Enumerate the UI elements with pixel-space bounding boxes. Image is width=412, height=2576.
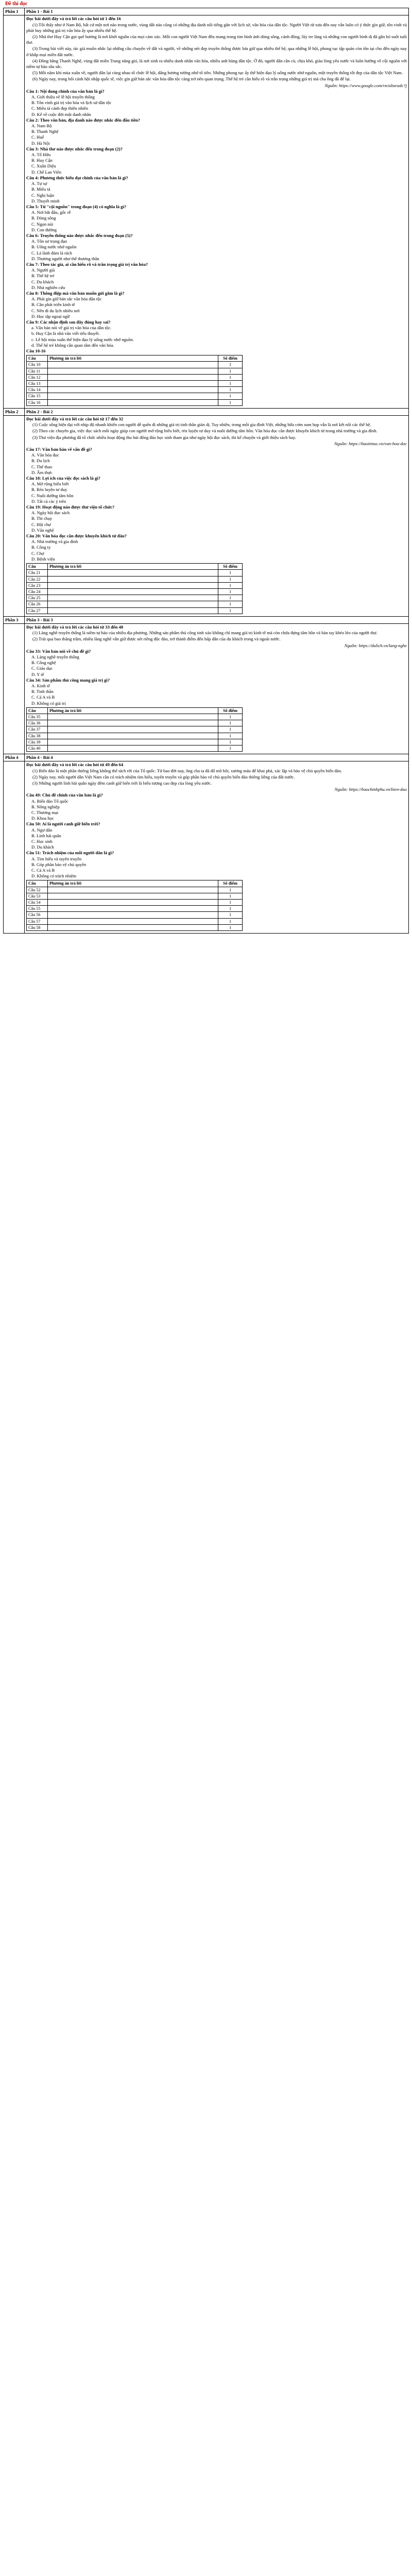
answer-option[interactable]: D. Không có giá trị bbox=[31, 700, 66, 706]
passage-paragraph: (2) Trải qua bao thăng trầm, nhiều làng nghề vẫn giữ được nét riêng độc đáo, trở thành điểm đến hấp dẫn của du khách trong và ngoài nước. bbox=[32, 636, 281, 642]
answer-option[interactable]: C. Học sinh bbox=[31, 839, 53, 844]
answer-cell[interactable] bbox=[48, 595, 218, 601]
answer-option[interactable]: A. Văn hóa đọc bbox=[31, 452, 59, 458]
table-cell: Câu 37 bbox=[27, 726, 48, 733]
table-row bbox=[27, 733, 243, 739]
passage-paragraph: (3) Trong bài viết này, tác giả muốn nhắc lại những câu chuyện về đất và người, về những nét đẹp truyền thống được lưu giữ qua nhiều thế hệ, qua những lễ hội, phong tục tập quán còn tồn tại cho đến ngày nay ở khắp mọi miền đất nước. bbox=[26, 46, 407, 57]
answer-cell[interactable] bbox=[48, 714, 218, 720]
answer-option[interactable]: B. Thanh Nghệ bbox=[31, 129, 59, 134]
answer-option[interactable]: A. Tố Hữu bbox=[31, 152, 51, 158]
answer-option[interactable]: B. Lính hải quân bbox=[31, 833, 61, 838]
question-text: Câu 6: Truyền thống nào được nhắc đến trong đoạn (5)? bbox=[26, 232, 133, 238]
table-cell: 1 bbox=[218, 607, 243, 614]
column-header: Phương án trả lời bbox=[48, 707, 218, 714]
answer-option[interactable]: D. Du khách bbox=[31, 844, 54, 850]
answer-cell[interactable] bbox=[48, 733, 218, 739]
question-text: Câu 7: Theo tác giả, ai cần hiểu rõ và trân trọng giá trị văn hóa? bbox=[26, 261, 148, 267]
table-cell: Câu 57 bbox=[27, 918, 48, 924]
answer-option[interactable]: D. Thương người như thể thương thân bbox=[31, 256, 99, 261]
part-content-row bbox=[4, 15, 409, 408]
table-row bbox=[27, 387, 243, 393]
question-text: Câu 3: Nhà thơ nào được nhắc đến trong đoạn (2)? bbox=[26, 146, 123, 151]
answer-option[interactable]: D. Văn nghệ bbox=[31, 527, 54, 533]
part-content bbox=[25, 15, 409, 408]
statement[interactable]: c. Lễ hội mùa xuân thể hiện đạo lý uống nước nhớ nguồn. bbox=[31, 336, 134, 342]
source-citation: Nguồn: https://www.google.com/vn/alturadc?j bbox=[324, 82, 407, 88]
answer-option[interactable]: C. Miêu tả cảnh đẹp thiên nhiên bbox=[31, 106, 89, 111]
part-label bbox=[4, 416, 25, 617]
table-row bbox=[27, 381, 243, 387]
answer-option[interactable]: D. Thuyết minh bbox=[31, 198, 60, 204]
question bbox=[26, 291, 407, 319]
answer-option[interactable]: A. Nhà trường và gia đình bbox=[31, 539, 78, 545]
table-cell: 1 bbox=[218, 900, 243, 906]
answer-option[interactable]: C. Giáo dục bbox=[31, 666, 53, 671]
answer-option[interactable]: D. Tất cả các ý trên bbox=[31, 498, 66, 504]
passage-paragraph: (3) Thư viện địa phương đã tổ chức nhiều hoạt động thu hút đông đảo học sinh tham gia như ngày hội đọc sách, thi kể chuyện và giới thiệu sách hay. bbox=[32, 434, 296, 440]
table-cell: Câu 21 bbox=[27, 570, 48, 576]
source-citation: Nguồn: https://baotintuc.vn/van-hoa-doc bbox=[334, 440, 407, 446]
answer-option[interactable]: A. Ngư dân bbox=[31, 827, 53, 833]
table-cell: Câu 40 bbox=[27, 745, 48, 751]
table-cell: Câu 53 bbox=[27, 893, 48, 899]
question bbox=[26, 89, 407, 117]
answer-cell[interactable] bbox=[48, 374, 218, 380]
table-cell: Câu 24 bbox=[27, 588, 48, 595]
answer-cell[interactable] bbox=[48, 368, 218, 374]
passage-paragraph: (2) Nhà thơ Huy Cận gọi quê hương là nơi khởi nguồn của mọi cảm xúc. Mỗi con người Việt Nam đều mang trong tim hình ảnh dòng sông, cánh đồng, lũy tre làng và những con người bình dị đã gắn bó suốt tuổi thơ. bbox=[26, 34, 407, 45]
question-text: Câu 20: Văn hóa đọc cần được khuyến khích từ đâu? bbox=[26, 533, 127, 539]
answer-option[interactable]: B. Công ty bbox=[31, 545, 51, 550]
question bbox=[26, 792, 407, 821]
column-header: Câu bbox=[27, 707, 48, 714]
answer-option[interactable]: D. Chế Lan Viên bbox=[31, 169, 62, 175]
answer-option[interactable]: A. Nơi bắt đầu, gốc rễ bbox=[31, 210, 71, 215]
answer-option[interactable]: A. Kinh tế bbox=[31, 683, 50, 688]
answer-option[interactable]: B. Thế hệ trẻ bbox=[31, 273, 55, 279]
table-cell: Câu 13 bbox=[27, 381, 48, 387]
part-content-row bbox=[4, 416, 409, 617]
question bbox=[26, 821, 407, 850]
answer-cell[interactable] bbox=[48, 387, 218, 393]
passage-paragraph: (2) Ngày nay, mỗi người dân Việt Nam cần có trách nhiệm tìm hiểu, tuyên truyền và góp phần bảo vệ chủ quyền biển đảo thiêng liêng của đất nước. bbox=[32, 774, 295, 779]
part-label: Phần 3 bbox=[4, 616, 25, 623]
answer-table bbox=[26, 563, 243, 614]
answer-option[interactable]: D. Con đường bbox=[31, 227, 57, 232]
table-row bbox=[27, 362, 243, 368]
column-header: Số điểm bbox=[218, 564, 243, 570]
question-text: Câu 18: Lợi ích của việc đọc sách là gì? bbox=[26, 476, 100, 481]
answer-option[interactable]: A. Giới thiệu về lễ hội truyền thống bbox=[31, 94, 95, 100]
source-citation: Nguồn: https://baochinhphu.vn/bien-dao bbox=[334, 787, 407, 792]
answer-cell[interactable] bbox=[48, 570, 218, 576]
table-cell: 1 bbox=[218, 582, 243, 588]
answer-option[interactable]: C. Nuôi dưỡng tâm hồn bbox=[31, 493, 74, 498]
answer-option[interactable]: D. Y tế bbox=[31, 671, 44, 677]
column-header: Phương án trả lời bbox=[48, 355, 218, 362]
table-cell: Câu 58 bbox=[27, 924, 48, 930]
answer-cell[interactable] bbox=[48, 399, 218, 405]
table-title: Câu 10-16 bbox=[26, 348, 46, 353]
answer-option[interactable]: C. Lá lành đùm lá rách bbox=[31, 250, 72, 256]
answer-cell[interactable] bbox=[48, 924, 218, 930]
answer-cell[interactable] bbox=[48, 576, 218, 582]
question bbox=[26, 533, 407, 562]
answer-option[interactable]: A. Tôn sư trọng đạo bbox=[31, 239, 67, 244]
table-cell: Câu 26 bbox=[27, 601, 48, 607]
question bbox=[26, 175, 407, 204]
answer-option[interactable]: D. Học tập ngoại ngữ bbox=[31, 313, 70, 319]
question-text: Câu 34: Sản phẩm thủ công mang giá trị gì? bbox=[26, 677, 110, 683]
sub-heading: Đọc bài dưới đây và trả lời các câu hỏi từ 49 đến 64 bbox=[26, 762, 124, 768]
answer-cell[interactable] bbox=[48, 726, 218, 733]
table-cell: Câu 52 bbox=[27, 887, 48, 893]
answer-option[interactable]: B. Góp phần bảo vệ chủ quyền bbox=[31, 861, 87, 867]
answer-option[interactable]: C. Ngọn núi bbox=[31, 221, 54, 227]
table-row bbox=[27, 601, 243, 607]
table-row bbox=[27, 714, 243, 720]
answer-cell[interactable] bbox=[48, 607, 218, 614]
section-heading: Phần 3 - Bài 3 bbox=[25, 616, 409, 623]
column-header: Câu bbox=[27, 564, 48, 570]
passage-paragraph: (3) Những người lính hải quân ngày đêm canh giữ biển trời là biểu tượng cao đẹp của lòng yêu nước. bbox=[32, 781, 212, 786]
part-content-row bbox=[4, 761, 409, 934]
answer-option[interactable]: D. Nhà nghiên cứu bbox=[31, 284, 65, 290]
table-cell: Câu 27 bbox=[27, 607, 48, 614]
answer-cell[interactable] bbox=[48, 900, 218, 906]
answer-option[interactable]: C. Cả A và B bbox=[31, 868, 55, 873]
question-text: Câu 19: Hoạt động nào được thư viện tổ chức? bbox=[26, 504, 115, 510]
table-row bbox=[27, 720, 243, 726]
question-text: Câu 8: Thông điệp mà văn bản muốn gửi gắm là gì? bbox=[26, 290, 125, 296]
answer-option[interactable]: D. Bệnh viện bbox=[31, 556, 55, 562]
table-row bbox=[27, 576, 243, 582]
passage-paragraph: (6) Ngày nay, trong bối cảnh hội nhập quốc tế, việc gìn giữ bản sắc văn hóa dân tộc càng trở nên quan trọng. Thế hệ trẻ cần hiểu rõ và trân trọng những giá trị mà cha ông đã để lại. bbox=[32, 76, 351, 82]
answer-table bbox=[26, 880, 243, 931]
answer-option[interactable]: D. Kể về cuộc đời một danh nhân bbox=[31, 111, 91, 117]
answer-option[interactable]: B. Huy Cận bbox=[31, 158, 53, 163]
question bbox=[26, 476, 407, 504]
answer-option[interactable]: B. Rèn luyện tư duy bbox=[31, 487, 67, 493]
answer-option[interactable]: C. Nghị luận bbox=[31, 192, 55, 198]
answer-cell[interactable] bbox=[48, 588, 218, 595]
answer-option[interactable]: C. Du khách bbox=[31, 279, 54, 284]
statement-intro: Câu 9: Các nhận định sau đây đúng hay sai? bbox=[26, 319, 111, 325]
table-cell: 1 bbox=[218, 576, 243, 582]
table-row bbox=[27, 607, 243, 614]
table-cell: Câu 38 bbox=[27, 733, 48, 739]
table-row bbox=[27, 726, 243, 733]
question bbox=[26, 117, 407, 146]
answer-option[interactable]: D. Ẩm thực bbox=[31, 469, 53, 475]
part-content-row bbox=[4, 623, 409, 754]
table-cell: 1 bbox=[218, 745, 243, 751]
table-row bbox=[27, 887, 243, 893]
table-row bbox=[27, 595, 243, 601]
answer-cell[interactable] bbox=[48, 720, 218, 726]
column-header: Phương án trả lời bbox=[48, 564, 218, 570]
table-cell: 1 bbox=[218, 570, 243, 576]
passage-paragraph: (1) Làng nghề truyền thống là niềm tự hào của nhiều địa phương. Những sản phẩm thủ công tinh xảo không chỉ mang giá trị kinh tế mà còn chứa đựng tâm hồn và bàn tay khéo léo của người thợ. bbox=[32, 630, 377, 636]
table-cell: 1 bbox=[218, 726, 243, 733]
table-cell: Câu 16 bbox=[27, 399, 48, 405]
answer-option[interactable]: B. Thi chạy bbox=[31, 516, 53, 521]
answer-option[interactable]: C. Nên đi du lịch nhiều nơi bbox=[31, 308, 80, 313]
part-label: Phần 4 bbox=[4, 754, 25, 761]
answer-option[interactable]: B. Du lịch bbox=[31, 458, 50, 464]
answer-option[interactable]: C. Xuân Diệu bbox=[31, 163, 56, 169]
answer-option[interactable]: A. Ngày hội đọc sách bbox=[31, 510, 70, 516]
table-cell: Câu 23 bbox=[27, 582, 48, 588]
table-row bbox=[27, 906, 243, 912]
section-heading: Phần 4 - Bài 4 bbox=[25, 754, 409, 761]
question bbox=[26, 447, 407, 476]
question-text: Câu 4: Phương thức biểu đạt chính của văn bản là gì? bbox=[26, 175, 128, 180]
answer-cell[interactable] bbox=[48, 887, 218, 893]
question bbox=[26, 146, 407, 175]
table-cell: Câu 55 bbox=[27, 906, 48, 912]
table-cell: 1 bbox=[218, 374, 243, 380]
part-label bbox=[4, 761, 25, 934]
answer-option[interactable]: B. Cần phát triển kinh tế bbox=[31, 302, 75, 308]
table-cell: 1 bbox=[218, 595, 243, 601]
table-cell: Câu 25 bbox=[27, 595, 48, 601]
table-row bbox=[27, 918, 243, 924]
table-cell: Câu 39 bbox=[27, 739, 48, 745]
table-row bbox=[27, 912, 243, 918]
question-text: Câu 5: Từ "cội nguồn" trong đoạn (4) có nghĩa là gì? bbox=[26, 204, 127, 209]
answer-option[interactable]: B. Tôn vinh giá trị văn hóa và lịch sử dân tộc bbox=[31, 100, 112, 106]
passage-paragraph: (1) Cuộc sống hiện đại với nhịp độ nhanh khiến con người dễ quên đi những giá trị tinh thần giản dị. Tuy nhiên, trong mỗi gia đình Việt, những bữa cơm sum họp vẫn là nơi kết nối các thế hệ. bbox=[32, 422, 371, 428]
table-row bbox=[27, 374, 243, 380]
section-heading: Phần 1 - Bài 1 bbox=[25, 8, 409, 15]
table-cell: Câu 14 bbox=[27, 387, 48, 393]
table-cell: 1 bbox=[218, 720, 243, 726]
answer-cell[interactable] bbox=[48, 381, 218, 387]
answer-cell[interactable] bbox=[48, 601, 218, 607]
table-cell: 1 bbox=[218, 887, 243, 893]
table-row bbox=[27, 739, 243, 745]
passage-paragraph: (4) Đồng bằng Thanh Nghệ, vùng đất miền Trung nắng gió, là nơi sinh ra nhiều danh nhân văn hóa, nhiều anh hùng dân tộc. Ở đó, người dân cần cù, chịu khó, giàu lòng yêu nước và luôn hướng về cội nguồn với niềm tự hào sâu sắc. bbox=[26, 58, 407, 70]
table-row bbox=[27, 393, 243, 399]
table-cell: Câu 54 bbox=[27, 900, 48, 906]
table-row bbox=[27, 368, 243, 374]
column-header: Câu bbox=[27, 355, 48, 362]
question bbox=[26, 677, 407, 706]
answer-table bbox=[26, 707, 243, 752]
table-row bbox=[27, 893, 243, 899]
sub-heading: Đọc bài dưới đây và trả lời các câu hỏi từ 33 đến 48 bbox=[26, 624, 124, 630]
answer-cell[interactable] bbox=[48, 893, 218, 899]
column-header: Số điểm bbox=[218, 707, 243, 714]
column-header: Số điểm bbox=[218, 355, 243, 362]
part-label: Phần 1 bbox=[4, 8, 25, 15]
question-text: Câu 33: Văn bản nói về chủ đề gì? bbox=[26, 648, 91, 654]
answer-table bbox=[26, 355, 243, 406]
table-row bbox=[27, 588, 243, 595]
column-header: Số điểm bbox=[218, 880, 243, 887]
answer-option[interactable]: A. Nam Bộ bbox=[31, 123, 52, 129]
table-header bbox=[27, 355, 243, 362]
answer-option[interactable]: B. Tinh thần bbox=[31, 689, 54, 694]
answer-option[interactable]: D. Khoa học bbox=[31, 816, 54, 821]
answer-cell[interactable] bbox=[48, 906, 218, 912]
table-cell: Câu 22 bbox=[27, 576, 48, 582]
table-cell: 1 bbox=[218, 381, 243, 387]
part-label: Phần 2 bbox=[4, 408, 25, 415]
column-header: Câu bbox=[27, 880, 48, 887]
answer-option[interactable]: C. Hội chợ bbox=[31, 521, 51, 527]
table-header bbox=[27, 564, 243, 570]
table-cell: 1 bbox=[218, 601, 243, 607]
question-text: Câu 49: Chủ đề chính của văn bản là gì? bbox=[26, 792, 103, 798]
passage-paragraph: (1) Tôi thấy như ở Nam Bộ, bất cứ một nơi nào trong nước, vùng đất nào cũng có những địa danh nổi tiếng gắn với lịch sử, văn hóa của dân tộc. Người Việt từ xưa đến nay vẫn luôn có ý thức gìn giữ, tôn vinh và phát huy những giá trị văn hóa ấy qua nhiều thế hệ. bbox=[26, 22, 407, 33]
question bbox=[26, 233, 407, 262]
table-cell: Câu 12 bbox=[27, 374, 48, 380]
table-cell: 1 bbox=[218, 588, 243, 595]
answer-option[interactable]: C. Cả A và B bbox=[31, 694, 55, 700]
answer-option[interactable]: A. Phải gìn giữ bản sắc văn hóa dân tộc bbox=[31, 296, 102, 302]
table-cell: 1 bbox=[218, 893, 243, 899]
table-cell: Câu 35 bbox=[27, 714, 48, 720]
statement[interactable]: d. Thế hệ trẻ không cần quan tâm đến văn hóa. bbox=[31, 342, 114, 348]
table-cell: Câu 56 bbox=[27, 912, 48, 918]
sub-heading: Đọc bài dưới đây và trả lời các câu hỏi từ 17 đến 32 bbox=[26, 416, 124, 422]
table-row bbox=[27, 399, 243, 405]
question bbox=[26, 204, 407, 233]
sub-heading: Đọc bài dưới đây và trả lời các câu hỏi từ 1 đến 16 bbox=[26, 16, 121, 22]
answer-cell[interactable] bbox=[48, 918, 218, 924]
table-header bbox=[27, 707, 243, 714]
answer-cell[interactable] bbox=[48, 393, 218, 399]
part-content bbox=[25, 416, 409, 617]
source-citation: Nguồn: https://dulich.vn/lang-nghe bbox=[344, 642, 407, 648]
answer-option[interactable]: A. Người già bbox=[31, 267, 55, 273]
answer-option[interactable]: B. Miêu tả bbox=[31, 187, 50, 192]
table-cell: 1 bbox=[218, 362, 243, 368]
question bbox=[26, 850, 407, 879]
statement[interactable]: a. Văn bản nói về giá trị văn hóa của dân tộc. bbox=[31, 325, 112, 331]
answer-option[interactable]: A. Biển đảo Tổ quốc bbox=[31, 798, 68, 804]
answer-option[interactable]: A. Tìm hiểu và tuyên truyền bbox=[31, 856, 82, 861]
answer-option[interactable]: B. Nông nghiệp bbox=[31, 804, 60, 809]
table-row bbox=[27, 582, 243, 588]
answer-option[interactable]: D. Không có trách nhiệm bbox=[31, 873, 77, 879]
table-cell: 1 bbox=[218, 368, 243, 374]
document-title: Đề thi đọc bbox=[5, 1, 28, 7]
table-cell: 1 bbox=[218, 912, 243, 918]
part-row bbox=[4, 754, 409, 761]
question bbox=[26, 504, 407, 533]
question-text: Câu 50: Ai là người canh giữ biển trời? bbox=[26, 821, 100, 827]
answer-option[interactable]: D. Hà Nội bbox=[31, 140, 50, 146]
table-cell: 1 bbox=[218, 399, 243, 405]
part-label bbox=[4, 623, 25, 754]
table-row bbox=[27, 745, 243, 751]
answer-option[interactable]: C. Huế bbox=[31, 134, 44, 140]
table-cell: 1 bbox=[218, 714, 243, 720]
passage-paragraph: (5) Mỗi năm khi mùa xuân về, người dân lại cùng nhau tổ chức lễ hội, dâng hương tưởng nhớ tổ tiên. Những phong tục ấy thể hiện đạo lý uống nước nhớ nguồn, một truyền thống tốt đẹp của dân tộc Việt Nam. bbox=[32, 70, 403, 76]
table-cell: 1 bbox=[218, 739, 243, 745]
table-header bbox=[27, 880, 243, 887]
table-cell: 1 bbox=[218, 393, 243, 399]
question-text: Câu 51: Trách nhiệm của mỗi người dân là gì? bbox=[26, 850, 114, 856]
table-row bbox=[27, 900, 243, 906]
part-label bbox=[4, 15, 25, 408]
table-cell: Câu 10 bbox=[27, 362, 48, 368]
answer-cell[interactable] bbox=[48, 745, 218, 751]
table-row bbox=[27, 924, 243, 930]
table-cell: 1 bbox=[218, 387, 243, 393]
table-cell: 1 bbox=[218, 924, 243, 930]
question bbox=[26, 649, 407, 677]
part-content bbox=[25, 761, 409, 934]
passage-paragraph: (2) Theo các chuyên gia, việc đọc sách mỗi ngày giúp con người mở rộng hiểu biết, rèn luyện tư duy và nuôi dưỡng tâm hồn. Văn hóa đọc cần được khuyến khích từ trong nhà trường và gia đình. bbox=[32, 428, 377, 434]
passage-paragraph: (1) Biển đảo là một phần thiêng liêng không thể tách rời của Tổ quốc. Từ bao đời nay, ông cha ta đã đổ mồ hôi, xương máu để khai phá, xác lập và bảo vệ chủ quyền biển đảo. bbox=[32, 768, 342, 773]
part-row bbox=[4, 8, 409, 15]
answer-option[interactable]: B. Uống nước nhớ nguồn bbox=[31, 244, 77, 250]
answer-option[interactable]: C. Thương mại bbox=[31, 810, 59, 816]
answer-cell[interactable] bbox=[48, 739, 218, 745]
answer-option[interactable]: B. Dòng sông bbox=[31, 215, 56, 221]
statement[interactable]: b. Huy Cận là nhà văn viết tiểu thuyết. bbox=[31, 331, 100, 336]
answer-option[interactable]: A. Tự sự bbox=[31, 181, 47, 187]
table-row bbox=[27, 570, 243, 576]
answer-cell[interactable] bbox=[48, 582, 218, 588]
answer-cell[interactable] bbox=[48, 912, 218, 918]
table-cell: 1 bbox=[218, 918, 243, 924]
table-cell: Câu 36 bbox=[27, 720, 48, 726]
question-text: Câu 2: Theo văn bản, địa danh nào được nhắc đến đầu tiên? bbox=[26, 117, 141, 123]
answer-option[interactable]: C. Chợ bbox=[31, 550, 44, 556]
question-text: Câu 1: Nội dung chính của văn bản là gì? bbox=[26, 88, 105, 94]
table-cell: 1 bbox=[218, 906, 243, 912]
answer-option[interactable]: A. Làng nghề truyền thống bbox=[31, 654, 79, 659]
question bbox=[26, 262, 407, 291]
table-cell: 1 bbox=[218, 733, 243, 739]
answer-option[interactable]: B. Công nghệ bbox=[31, 660, 56, 666]
question-text: Câu 17: Văn bản bàn về vấn đề gì? bbox=[26, 447, 92, 452]
exam-table bbox=[3, 8, 409, 934]
table-cell: Câu 11 bbox=[27, 368, 48, 374]
answer-option[interactable]: C. Thể thao bbox=[31, 464, 53, 469]
answer-cell[interactable] bbox=[48, 362, 218, 368]
part-content bbox=[25, 623, 409, 754]
column-header: Phương án trả lời bbox=[48, 880, 218, 887]
part-row bbox=[4, 616, 409, 623]
section-heading: Phần 2 - Bài 2 bbox=[25, 408, 409, 415]
table-cell: Câu 15 bbox=[27, 393, 48, 399]
answer-option[interactable]: A. Mở rộng hiểu biết bbox=[31, 481, 69, 487]
part-row bbox=[4, 408, 409, 415]
document-page bbox=[3, 0, 409, 934]
